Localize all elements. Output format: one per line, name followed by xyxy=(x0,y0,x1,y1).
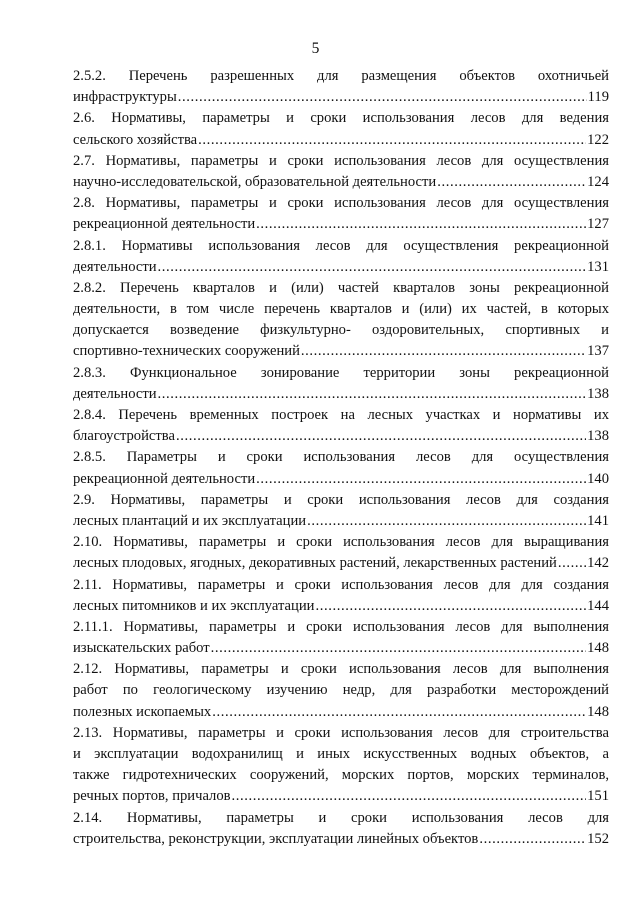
toc-page-number: 140 xyxy=(587,470,609,487)
toc-entry-line: 2.11.1. Нормативы, параметры и сроки использования лесов для выполнения xyxy=(73,618,609,635)
toc-entry-line: деятельности, в том числе перечень кварталов и (или) их частей, в которых xyxy=(73,301,609,318)
toc-entry-line: рекреационной деятельности xyxy=(73,470,256,487)
dot-leader xyxy=(256,469,586,490)
table-of-contents xyxy=(73,66,609,850)
toc-page-number: 138 xyxy=(587,428,609,445)
toc-entry-line: инфраструктуры xyxy=(73,89,177,106)
toc-entry-line: 2.8.5. Параметры и сроки использования лесов для осуществления xyxy=(73,449,609,466)
toc-entry xyxy=(73,723,609,808)
toc-entry xyxy=(73,617,609,659)
toc-entry-line: 2.13. Нормативы, параметры и сроки использования лесов для строительства xyxy=(73,724,609,741)
toc-entry-last-line xyxy=(73,341,609,362)
toc-page-number: 148 xyxy=(587,640,609,657)
dot-leader xyxy=(315,596,586,617)
toc-entry-last-line xyxy=(73,702,609,723)
toc-entry-line: также гидротехнических сооружений, морских портов, морских терминалов, xyxy=(73,767,609,784)
toc-entry xyxy=(73,278,609,363)
toc-page-number: 152 xyxy=(587,830,609,847)
toc-entry-line: сельского хозяйства xyxy=(73,131,198,148)
toc-entry-line: деятельности xyxy=(73,385,157,402)
dot-leader xyxy=(437,172,586,193)
toc-entry-line: 2.14. Нормативы, параметры и сроки использования лесов для xyxy=(73,809,609,826)
dot-leader xyxy=(232,786,587,807)
toc-page-number: 138 xyxy=(587,385,609,402)
dot-leader xyxy=(178,87,587,108)
toc-entry-line: 2.8.3. Функциональное зонирование территории зоны рекреационной xyxy=(73,364,609,381)
dot-leader xyxy=(256,214,586,235)
dot-leader xyxy=(479,829,586,850)
toc-entry-last-line xyxy=(73,638,609,659)
toc-entry-line: деятельности xyxy=(73,258,157,275)
toc-entry xyxy=(73,447,609,489)
toc-entry-line: рекреационной деятельности xyxy=(73,216,256,233)
toc-entry-last-line xyxy=(73,426,609,447)
dot-leader xyxy=(198,130,586,151)
toc-entry-line: 2.12. Нормативы, параметры и сроки использования лесов для выполнения xyxy=(73,661,609,678)
toc-entry-line: спортивно-технических сооружений xyxy=(73,343,300,360)
toc-entry xyxy=(73,405,609,447)
toc-entry-line: 2.9. Нормативы, параметры и сроки использования лесов для создания xyxy=(73,491,609,508)
toc-entry-line: строительства, реконструкции, эксплуатации линейных объектов xyxy=(73,830,479,847)
page-number: 5 xyxy=(311,40,320,57)
toc-entry-last-line xyxy=(73,829,609,850)
toc-entry-line: 2.11. Нормативы, параметры и сроки использования лесов для для создания xyxy=(73,576,609,593)
toc-page-number: 141 xyxy=(587,512,609,529)
toc-entry xyxy=(73,108,609,150)
toc-entry xyxy=(73,193,609,235)
dot-leader xyxy=(301,341,586,362)
dot-leader xyxy=(158,257,587,278)
toc-entry-line: 2.5.2. Перечень разрешенных для размещения объектов охотничьей xyxy=(73,68,609,84)
toc-page-number: 144 xyxy=(587,597,609,614)
toc-page-number: 137 xyxy=(587,343,609,360)
toc-entry xyxy=(73,363,609,405)
toc-page-number: 131 xyxy=(587,258,609,275)
toc-page-number: 124 xyxy=(587,173,609,190)
toc-entry-last-line xyxy=(73,786,609,807)
toc-entry-line: 2.8.2. Перечень кварталов и (или) частей кварталов зоны рекреационной xyxy=(73,279,609,296)
toc-entry-line: изыскательских работ xyxy=(73,640,210,657)
toc-entry-last-line xyxy=(73,553,609,574)
toc-entry-last-line xyxy=(73,214,609,235)
toc-page-number: 148 xyxy=(587,703,609,720)
toc-entry-line: благоустройства xyxy=(73,428,175,445)
toc-entry xyxy=(73,66,609,108)
toc-entry xyxy=(73,808,609,850)
toc-page-number: 142 xyxy=(587,555,609,572)
toc-entry-line: научно-исследовательской, образовательной деятельности xyxy=(73,173,437,190)
toc-entry-line: допускается возведение физкультурно- оздоровительных, спортивных и xyxy=(73,322,609,339)
toc-page-number: 127 xyxy=(587,216,609,233)
toc-entry-line: 2.8.4. Перечень временных построек на лесных участках и нормативы их xyxy=(73,407,609,423)
toc-entry-line: и эксплуатации водохранилищ и иных искусственных водных объектов, а xyxy=(73,746,609,762)
toc-entry-line: 2.8. Нормативы, параметры и сроки использования лесов для осуществления xyxy=(73,195,609,212)
toc-entry-line: 2.7. Нормативы, параметры и сроки использования лесов для осуществления xyxy=(73,152,609,169)
toc-entry-line: лесных плантаций и их эксплуатации xyxy=(73,512,307,529)
toc-entry-line: 2.6. Нормативы, параметры и сроки использования лесов для ведения xyxy=(73,110,609,127)
toc-entry xyxy=(73,236,609,278)
dot-leader xyxy=(158,384,587,405)
toc-entry-last-line xyxy=(73,172,609,193)
toc-page-number: 151 xyxy=(587,788,609,805)
toc-entry-last-line xyxy=(73,596,609,617)
toc-entry-line: полезных ископаемых xyxy=(73,703,212,720)
toc-entry-line: 2.10. Нормативы, параметры и сроки использования лесов для выращивания xyxy=(73,534,609,551)
toc-entry-last-line xyxy=(73,384,609,405)
toc-entry-last-line xyxy=(73,511,609,532)
dot-leader xyxy=(176,426,586,447)
toc-entry-last-line xyxy=(73,257,609,278)
dot-leader xyxy=(307,511,586,532)
dot-leader xyxy=(212,702,586,723)
toc-entry xyxy=(73,659,609,723)
toc-entry-line: речных портов, причалов xyxy=(73,788,231,805)
toc-entry xyxy=(73,575,609,617)
toc-entry xyxy=(73,490,609,532)
toc-entry xyxy=(73,151,609,193)
toc-page-number: 122 xyxy=(587,131,609,148)
toc-entry-line: лесных питомников и их эксплуатации xyxy=(73,597,315,614)
toc-entry-line: лесных плодовых, ягодных, декоративных растений, лекарственных растений xyxy=(73,555,557,572)
toc-entry-last-line xyxy=(73,87,609,108)
toc-entry-line: 2.8.1. Нормативы использования лесов для осуществления рекреационной xyxy=(73,237,609,254)
toc-entry-line: работ по геологическому изучению недр, для разработки месторождений xyxy=(73,682,609,699)
toc-entry xyxy=(73,532,609,574)
dot-leader xyxy=(558,553,586,574)
toc-entry-last-line xyxy=(73,469,609,490)
toc-entry-last-line xyxy=(73,130,609,151)
toc-page-number: 119 xyxy=(587,89,609,106)
dot-leader xyxy=(211,638,586,659)
